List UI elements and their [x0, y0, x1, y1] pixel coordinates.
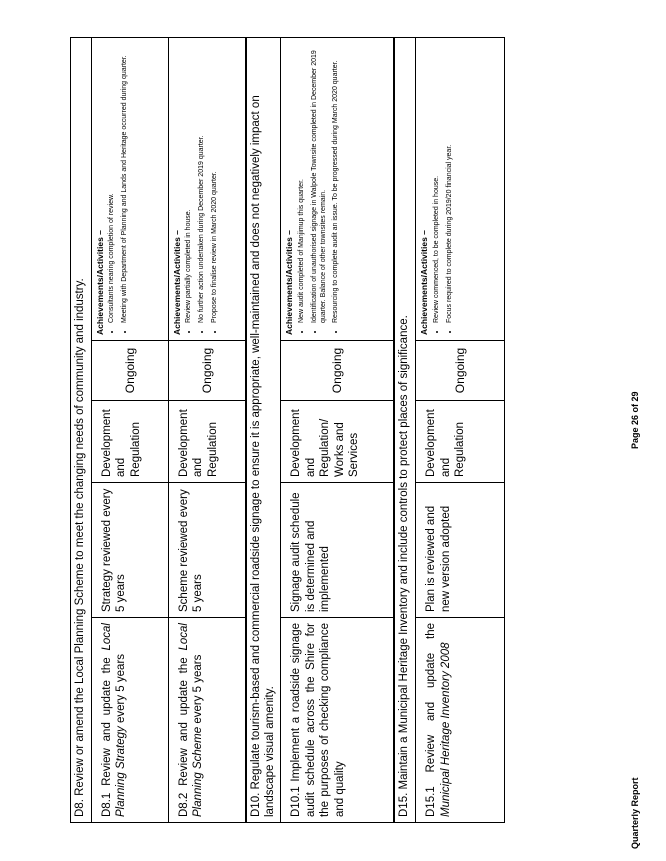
section-row-d8 [71, 38, 92, 823]
action-text-post: every 5 years [115, 653, 128, 727]
achievements-list [433, 43, 455, 335]
status-cell: Ongoing [168, 341, 246, 401]
achievements-list [185, 43, 219, 335]
measure-cell: Plan is reviewed and new version adopted [416, 483, 505, 618]
achievements-list [108, 43, 130, 335]
status-cell: Ongoing [281, 341, 395, 401]
section-heading-d10: D10. Regulate tourism-based and commercial roadside signage to ensure it is appropriate, well-maintained and does not negatively impact on landscape visual amenity. [246, 38, 281, 823]
action-text-em: Local Planning Strategy [100, 623, 128, 817]
achievements-list [298, 43, 341, 335]
table-row-d15-1 [416, 38, 505, 823]
measure-cell: Signage audit schedule is determined and implemented [281, 483, 395, 618]
achievements-cell [91, 38, 168, 341]
action-text-em: Local Planning Scheme [177, 623, 205, 817]
achievements-title: Achievements/Activities – [171, 230, 182, 335]
report-label: Quarterly Report [630, 777, 640, 849]
achievement-item: • Consultants nearing completion of review. [108, 43, 117, 323]
strategy-table [70, 37, 505, 823]
achievements-title: Achievements/Activities – [94, 230, 105, 335]
achievement-item: • Meeting with Department of Planning and Lands and Heritage occurred during quarter. [121, 43, 130, 323]
measure-cell: Strategy reviewed every 5 years [91, 483, 168, 618]
table-row-d10-1 [281, 38, 395, 823]
measure-cell: Scheme reviewed every 5 years [168, 483, 246, 618]
achievement-item: • Propose to finalise review in March 2020 quarter. [211, 43, 220, 323]
achievement-item: • Review partially completed in house. [185, 43, 194, 323]
action-text-pre: D8.2 Review and update the [177, 650, 190, 817]
achievement-item: • Review commenced, to be completed in house. [433, 43, 442, 323]
action-text-post: every 5 years [192, 654, 205, 727]
action-cell [91, 618, 168, 823]
achievement-item: • No further action undertaken during December 2019 quarter. [198, 43, 207, 323]
achievements-cell [168, 38, 246, 341]
action-cell [168, 618, 246, 823]
achievements-title: Achievements/Activities – [419, 230, 430, 335]
action-text-pre: D8.1 Review and update the [100, 650, 113, 817]
table-row-d8-1 [91, 38, 168, 823]
table-row-d8-2 [168, 38, 246, 823]
strategy-table-wrap [70, 37, 505, 823]
section-heading-d8: D8. Review or amend the Local Planning Scheme to meet the changing needs of community and industry. [71, 38, 92, 823]
achievements-cell [281, 38, 395, 341]
achievements-title: Achievements/Activities – [284, 230, 295, 335]
section-row-d10 [246, 38, 281, 823]
service-cell: Development and Regulation/ Works and Services [281, 401, 395, 483]
page-number: Page 26 of 29 [630, 391, 640, 449]
status-cell: Ongoing [91, 341, 168, 401]
achievement-item: • Identification of unauthorised signage in Walpole Townsite completed in December 2019 quarter. Balance of other townsites remain. [311, 43, 329, 323]
section-row-d15 [394, 38, 415, 823]
achievement-item: • Focus required to complete during 2019/20 financial year. [446, 43, 455, 323]
service-cell: Development and Regulation [416, 401, 505, 483]
service-cell: Development and Regulation [168, 401, 246, 483]
achievement-item: • New audit completed of Manjimup this quarter. [298, 43, 307, 323]
action-cell [416, 618, 505, 823]
service-cell: Development and Regulation [91, 401, 168, 483]
achievements-cell [416, 38, 505, 341]
action-text-pre: D15.1 Review and update the [425, 623, 438, 817]
status-cell: Ongoing [416, 341, 505, 401]
action-cell: D10.1 Implement a roadside signage audit schedule across the Shire for the purposes of checking compliance and quality [281, 618, 395, 823]
section-heading-d15: D15. Maintain a Municipal Heritage Inventory and include controls to protect places of significance. [394, 38, 415, 823]
achievement-item: • Resourcing to complete audit an issue. To be progressed during March 2020 quarter. [332, 43, 341, 323]
action-text-em: Municipal Heritage Inventory 2008 [439, 642, 452, 817]
